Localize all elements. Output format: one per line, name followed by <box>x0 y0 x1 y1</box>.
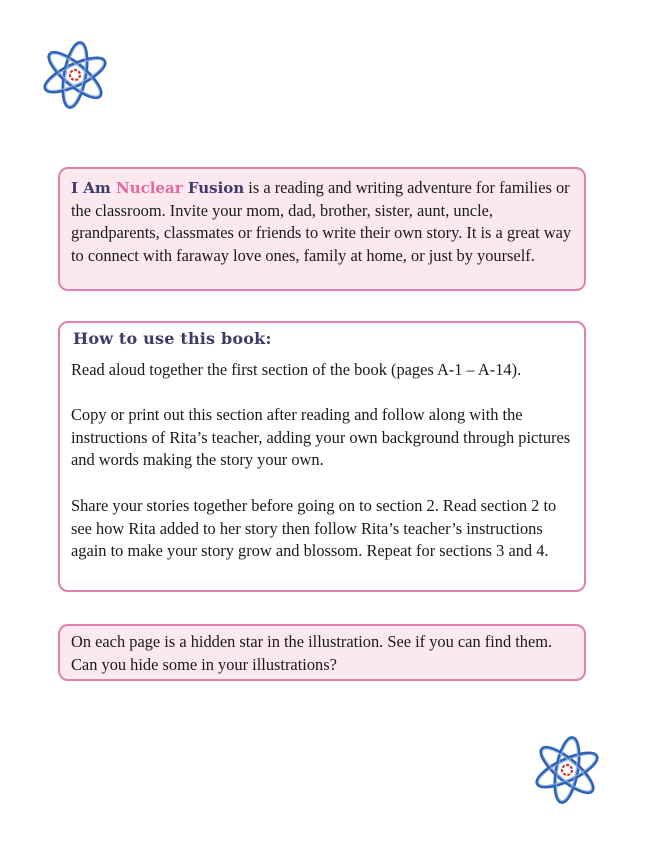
book-title-part1: I Am <box>71 179 111 197</box>
how-to-paragraph-3: Share your stories together before going on to section 2. Read section 2 to see how Rita added to her story then follow Rita’s teacher’s instructions again to make your story grow and blossom. Repeat for sections 3 and 4. <box>71 495 557 561</box>
hidden-star-text: On each page is a hidden star in the illustration. See if you can find them. Can you hide some in your illustrations? <box>71 632 553 674</box>
how-to-paragraph-1: Read aloud together the first section of the book (pages A-1 – A-14). <box>71 359 522 379</box>
book-title-part2: Nuclear <box>115 179 183 197</box>
how-to-paragraph-2: Copy or print out this section after reading and follow along with the instructions of Rita’s teacher, adding your own background through pictures and words making the story your own. <box>71 405 571 470</box>
hidden-star-box <box>58 624 586 681</box>
book-title <box>71 179 244 197</box>
intro-text: is a reading and writing adventure for families or the classroom. Invite your mom, dad, brother, sister, aunt, uncle, grandparents, classmates or friends to write their own story. It is a great way to connect with faraway love ones, family at home, or just by yourself. <box>71 178 572 265</box>
how-to-heading: How to use this book: <box>73 329 272 348</box>
how-to-box <box>58 321 586 592</box>
intro-box <box>58 167 586 291</box>
book-title-part3: Fusion <box>187 179 245 197</box>
atom-icon <box>530 735 604 805</box>
atom-icon <box>38 40 112 110</box>
intro-paragraph <box>71 177 574 267</box>
